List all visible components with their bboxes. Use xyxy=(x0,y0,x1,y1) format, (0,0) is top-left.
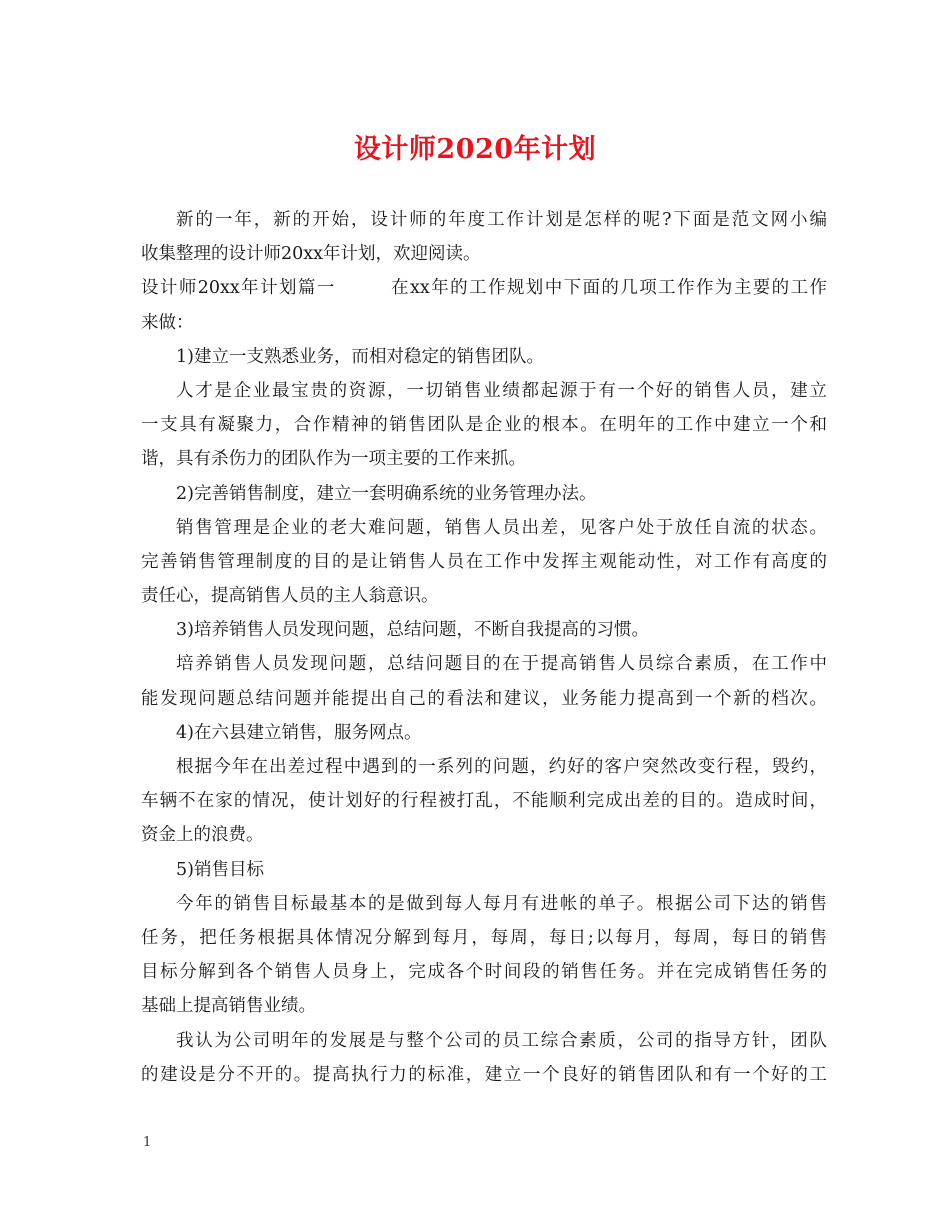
paragraph-line: 能发现问题总结问题并能提出自己的看法和建议，业务能力提高到一个新的档次。 xyxy=(141,688,827,709)
paragraph-line: 目标分解到各个销售人员身上，完成各个时间段的销售任务。并在完成销售任务的 xyxy=(141,962,827,983)
list-item-heading: 2)完善销售制度，建立一套明确系统的业务管理办法。 xyxy=(176,483,597,504)
document-body xyxy=(141,203,827,1092)
page-title: 设计师2020年计划 xyxy=(353,134,597,165)
section-heading-line xyxy=(141,271,827,305)
paragraph-text: 在xx年的工作规划中下面的几项工作作为主要的工作 xyxy=(389,278,827,299)
paragraph-line: 基础上提高销售业绩。 xyxy=(141,996,316,1017)
paragraph-line: 完善销售管理制度的目的是让销售人员在工作中发挥主观能动性，对工作有高度的 xyxy=(141,551,827,572)
paragraph-line: 销售管理是企业的老大难问题，销售人员出差，见客户处于放任自流的状态。 xyxy=(176,517,827,538)
page-number: 1 xyxy=(143,1135,152,1150)
paragraph-line: 责任心，提高销售人员的主人翁意识。 xyxy=(141,586,439,607)
paragraph-line: 收集整理的设计师20xx年计划，欢迎阅读。 xyxy=(141,244,481,265)
list-item-heading: 3)培养销售人员发现问题，总结问题，不断自我提高的习惯。 xyxy=(176,620,649,641)
section-heading: 设计师20xx年计划篇一 xyxy=(141,278,336,299)
list-item-heading: 5)销售目标 xyxy=(176,859,264,880)
paragraph-line: 一支具有凝聚力，合作精神的销售团队是企业的根本。在明年的工作中建立一个和 xyxy=(141,415,827,436)
paragraph-line: 车辆不在家的情况，使计划好的行程被打乱，不能顺利完成出差的目的。造成时间， xyxy=(141,791,827,812)
paragraph-line: 谐，具有杀伤力的团队作为一项主要的工作来抓。 xyxy=(141,449,526,470)
paragraph-line: 我认为公司明年的发展是与整个公司的员工综合素质，公司的指导方针，团队 xyxy=(176,1030,827,1051)
paragraph-line: 培养销售人员发现问题，总结问题目的在于提高销售人员综合素质，在工作中 xyxy=(176,654,827,675)
paragraph-line: 根据今年在出差过程中遇到的一系列的问题，约好的客户突然改变行程，毁约， xyxy=(176,757,827,777)
paragraph-line: 的建设是分不开的。提高执行力的标准，建立一个良好的销售团队和有一个好的工 xyxy=(141,1064,827,1085)
list-item-heading: 4)在六县建立销售，服务网点。 xyxy=(176,722,422,743)
paragraph-line: 任务，把任务根据具体情况分解到每月，每周，每日;以每月，每周，每日的销售 xyxy=(141,927,827,948)
paragraph-line: 今年的销售目标最基本的是做到每人每月有进帐的单子。根据公司下达的销售 xyxy=(176,893,827,914)
paragraph-line: 人才是企业最宝贵的资源，一切销售业绩都起源于有一个好的销售人员，建立 xyxy=(176,380,827,401)
list-item-heading: 1)建立一支熟悉业务，而相对稳定的销售团队。 xyxy=(176,346,544,367)
paragraph-line: 来做： xyxy=(141,312,194,333)
paragraph-line: 新的一年，新的开始，设计师的年度工作计划是怎样的呢?下面是范文网小编 xyxy=(176,210,827,230)
paragraph-line: 资金上的浪费。 xyxy=(141,825,264,846)
